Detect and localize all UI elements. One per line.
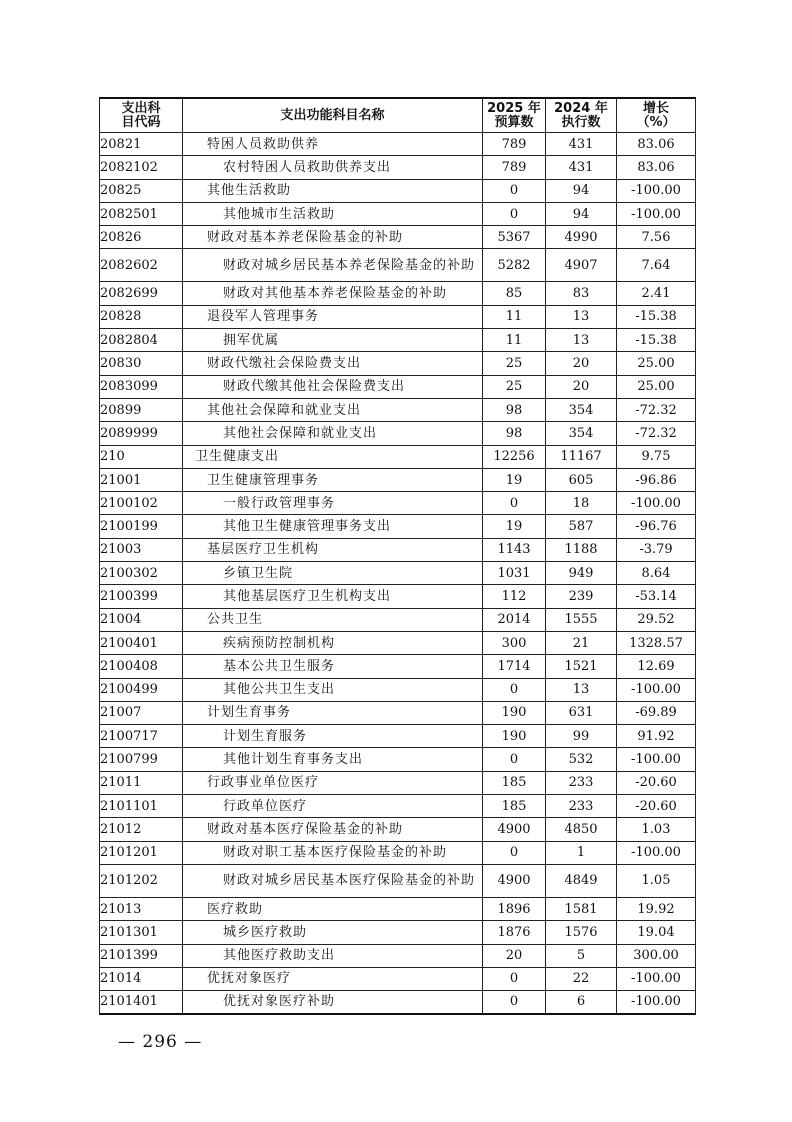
- row-name: 其他生活救助: [183, 179, 483, 202]
- row-name: 其他城市生活救助: [183, 202, 483, 225]
- row-growth: -100.00: [617, 202, 696, 225]
- row-budget: 98: [483, 422, 546, 445]
- row-growth: 83.06: [617, 133, 696, 156]
- table-header-row: [100, 98, 696, 133]
- row-budget: 2014: [483, 608, 546, 631]
- row-budget: 4900: [483, 818, 546, 841]
- row-code: 20825: [100, 179, 183, 202]
- row-budget: 98: [483, 398, 546, 421]
- row-budget: 300: [483, 631, 546, 654]
- row-growth: 300.00: [617, 944, 696, 967]
- row-name: 医疗救助: [183, 897, 483, 920]
- table-row: [100, 585, 696, 608]
- row-code: 21007: [100, 701, 183, 724]
- row-code: 210: [100, 445, 183, 468]
- row-budget: 25: [483, 375, 546, 398]
- row-code: 21004: [100, 608, 183, 631]
- table-row: [100, 329, 696, 352]
- row-actual: 11167: [546, 445, 617, 468]
- row-budget: 0: [483, 991, 546, 1014]
- row-budget: 1031: [483, 562, 546, 585]
- table-row: [100, 795, 696, 818]
- row-actual: 354: [546, 422, 617, 445]
- table-row: [100, 921, 696, 944]
- row-name: 其他医疗救助支出: [183, 944, 483, 967]
- row-name: 财政对其他基本养老保险基金的补助: [183, 282, 483, 305]
- row-growth: -20.60: [617, 795, 696, 818]
- row-growth: -100.00: [617, 841, 696, 864]
- row-name: 退役军人管理事务: [183, 305, 483, 328]
- row-code: 20830: [100, 352, 183, 375]
- row-code: 21012: [100, 818, 183, 841]
- row-actual: 5: [546, 944, 617, 967]
- row-budget: 25: [483, 352, 546, 375]
- row-actual: 18: [546, 492, 617, 515]
- row-code: 2101301: [100, 921, 183, 944]
- table-row: [100, 944, 696, 967]
- table-row: [100, 655, 696, 678]
- row-name: 拥军优属: [183, 329, 483, 352]
- header-name: 支出功能科目名称: [183, 98, 483, 133]
- row-growth: -96.76: [617, 515, 696, 538]
- row-actual: 1555: [546, 608, 617, 631]
- row-budget: 4900: [483, 864, 546, 897]
- row-actual: 1576: [546, 921, 617, 944]
- row-code: 2083099: [100, 375, 183, 398]
- table-row: [100, 202, 696, 225]
- row-growth: 2.41: [617, 282, 696, 305]
- row-name: 财政代缴社会保险费支出: [183, 352, 483, 375]
- row-name: 卫生健康支出: [183, 445, 483, 468]
- row-budget: 789: [483, 133, 546, 156]
- row-growth: -15.38: [617, 305, 696, 328]
- row-code: 2100401: [100, 631, 183, 654]
- table-row: [100, 991, 696, 1014]
- table-row: [100, 864, 696, 897]
- row-growth: 7.64: [617, 249, 696, 282]
- row-budget: 1876: [483, 921, 546, 944]
- row-name: 疾病预防控制机构: [183, 631, 483, 654]
- row-growth: 25.00: [617, 375, 696, 398]
- row-budget: 0: [483, 179, 546, 202]
- row-budget: 0: [483, 678, 546, 701]
- row-code: 20826: [100, 226, 183, 249]
- row-name: 计划生育服务: [183, 725, 483, 748]
- row-growth: 19.04: [617, 921, 696, 944]
- row-actual: 13: [546, 305, 617, 328]
- row-growth: 8.64: [617, 562, 696, 585]
- table-row: [100, 841, 696, 864]
- table-row: [100, 422, 696, 445]
- row-name: 农村特困人员救助供养支出: [183, 156, 483, 179]
- row-growth: 83.06: [617, 156, 696, 179]
- row-name: 公共卫生: [183, 608, 483, 631]
- row-growth: 19.92: [617, 897, 696, 920]
- row-actual: 83: [546, 282, 617, 305]
- row-growth: -100.00: [617, 179, 696, 202]
- row-budget: 0: [483, 748, 546, 771]
- row-budget: 1714: [483, 655, 546, 678]
- row-name: 城乡医疗救助: [183, 921, 483, 944]
- row-growth: -72.32: [617, 422, 696, 445]
- row-budget: 0: [483, 967, 546, 990]
- header-actual: 2024 年 执行数: [546, 98, 617, 133]
- row-name: 乡镇卫生院: [183, 562, 483, 585]
- row-code: 2089999: [100, 422, 183, 445]
- row-actual: 20: [546, 352, 617, 375]
- table-row: [100, 771, 696, 794]
- row-code: 2101202: [100, 864, 183, 897]
- row-budget: 0: [483, 841, 546, 864]
- row-budget: 0: [483, 492, 546, 515]
- row-budget: 1896: [483, 897, 546, 920]
- row-name: 其他基层医疗卫生机构支出: [183, 585, 483, 608]
- row-growth: 29.52: [617, 608, 696, 631]
- row-budget: 11: [483, 329, 546, 352]
- row-name: 优抚对象医疗补助: [183, 991, 483, 1014]
- table-row: [100, 748, 696, 771]
- row-code: 21013: [100, 897, 183, 920]
- row-code: 2101401: [100, 991, 183, 1014]
- row-name: 财政对基本医疗保险基金的补助: [183, 818, 483, 841]
- row-name: 卫生健康管理事务: [183, 468, 483, 491]
- row-actual: 4990: [546, 226, 617, 249]
- row-growth: 9.75: [617, 445, 696, 468]
- table-row: [100, 608, 696, 631]
- row-budget: 0: [483, 202, 546, 225]
- row-growth: 91.92: [617, 725, 696, 748]
- table-row: [100, 156, 696, 179]
- row-growth: 25.00: [617, 352, 696, 375]
- row-code: 20899: [100, 398, 183, 421]
- row-code: 2082501: [100, 202, 183, 225]
- row-code: 2082699: [100, 282, 183, 305]
- row-actual: 94: [546, 202, 617, 225]
- row-code: 2101101: [100, 795, 183, 818]
- row-budget: 112: [483, 585, 546, 608]
- row-actual: 239: [546, 585, 617, 608]
- row-code: 2100717: [100, 725, 183, 748]
- row-actual: 4850: [546, 818, 617, 841]
- table-row: [100, 226, 696, 249]
- row-actual: 233: [546, 795, 617, 818]
- row-name: 财政对城乡居民基本医疗保险基金的补助: [183, 864, 483, 897]
- table-row: [100, 725, 696, 748]
- table-row: [100, 375, 696, 398]
- row-code: 2100399: [100, 585, 183, 608]
- header-growth: 增长 （%）: [617, 98, 696, 133]
- row-name: 财政对职工基本医疗保险基金的补助: [183, 841, 483, 864]
- table-row: [100, 631, 696, 654]
- row-name: 基层医疗卫生机构: [183, 538, 483, 561]
- row-actual: 20: [546, 375, 617, 398]
- row-name: 财政对城乡居民基本养老保险基金的补助: [183, 249, 483, 282]
- row-actual: 354: [546, 398, 617, 421]
- row-growth: -72.32: [617, 398, 696, 421]
- row-growth: -100.00: [617, 492, 696, 515]
- row-code: 2082804: [100, 329, 183, 352]
- table-row: [100, 445, 696, 468]
- row-budget: 11: [483, 305, 546, 328]
- row-actual: 21: [546, 631, 617, 654]
- row-actual: 1581: [546, 897, 617, 920]
- row-code: 20828: [100, 305, 183, 328]
- table-row: [100, 179, 696, 202]
- row-growth: -20.60: [617, 771, 696, 794]
- row-actual: 233: [546, 771, 617, 794]
- row-budget: 19: [483, 468, 546, 491]
- row-name: 计划生育事务: [183, 701, 483, 724]
- row-budget: 19: [483, 515, 546, 538]
- row-code: 21011: [100, 771, 183, 794]
- row-growth: -100.00: [617, 678, 696, 701]
- row-growth: 12.69: [617, 655, 696, 678]
- row-actual: 532: [546, 748, 617, 771]
- row-growth: 1.03: [617, 818, 696, 841]
- row-actual: 431: [546, 133, 617, 156]
- table-row: [100, 398, 696, 421]
- row-growth: -53.14: [617, 585, 696, 608]
- table-row: [100, 249, 696, 282]
- row-budget: 185: [483, 795, 546, 818]
- table-row: [100, 515, 696, 538]
- row-actual: 605: [546, 468, 617, 491]
- row-budget: 12256: [483, 445, 546, 468]
- row-growth: -100.00: [617, 967, 696, 990]
- row-actual: 631: [546, 701, 617, 724]
- row-growth: -69.89: [617, 701, 696, 724]
- row-actual: 1188: [546, 538, 617, 561]
- row-budget: 20: [483, 944, 546, 967]
- table-row: [100, 967, 696, 990]
- table-row: [100, 538, 696, 561]
- row-actual: 587: [546, 515, 617, 538]
- row-code: 21014: [100, 967, 183, 990]
- row-budget: 5282: [483, 249, 546, 282]
- row-actual: 99: [546, 725, 617, 748]
- table-row: [100, 282, 696, 305]
- row-name: 其他计划生育事务支出: [183, 748, 483, 771]
- row-budget: 185: [483, 771, 546, 794]
- table-row: [100, 897, 696, 920]
- row-budget: 190: [483, 725, 546, 748]
- row-code: 2082602: [100, 249, 183, 282]
- row-actual: 949: [546, 562, 617, 585]
- row-growth: 1328.57: [617, 631, 696, 654]
- row-name: 优抚对象医疗: [183, 967, 483, 990]
- row-growth: -15.38: [617, 329, 696, 352]
- row-actual: 6: [546, 991, 617, 1014]
- budget-table: [99, 97, 696, 1015]
- row-budget: 789: [483, 156, 546, 179]
- table-row: [100, 352, 696, 375]
- row-growth: -3.79: [617, 538, 696, 561]
- row-budget: 85: [483, 282, 546, 305]
- row-growth: -100.00: [617, 991, 696, 1014]
- row-code: 2082102: [100, 156, 183, 179]
- row-code: 2100302: [100, 562, 183, 585]
- row-actual: 431: [546, 156, 617, 179]
- row-code: 2101201: [100, 841, 183, 864]
- row-actual: 4907: [546, 249, 617, 282]
- table-row: [100, 492, 696, 515]
- row-actual: 13: [546, 329, 617, 352]
- table-row: [100, 701, 696, 724]
- row-budget: 5367: [483, 226, 546, 249]
- table-row: [100, 133, 696, 156]
- row-growth: 7.56: [617, 226, 696, 249]
- row-actual: 22: [546, 967, 617, 990]
- row-budget: 190: [483, 701, 546, 724]
- row-name: 其他社会保障和就业支出: [183, 398, 483, 421]
- row-code: 2101399: [100, 944, 183, 967]
- row-actual: 94: [546, 179, 617, 202]
- row-name: 财政对基本养老保险基金的补助: [183, 226, 483, 249]
- header-code: 支出科 目代码: [100, 98, 183, 133]
- row-budget: 1143: [483, 538, 546, 561]
- row-actual: 1: [546, 841, 617, 864]
- row-name: 其他公共卫生支出: [183, 678, 483, 701]
- row-growth: -100.00: [617, 748, 696, 771]
- row-code: 21001: [100, 468, 183, 491]
- page-number: — 296 —: [118, 1032, 203, 1052]
- row-name: 一般行政管理事务: [183, 492, 483, 515]
- row-actual: 13: [546, 678, 617, 701]
- table-row: [100, 562, 696, 585]
- row-actual: 1521: [546, 655, 617, 678]
- row-name: 行政事业单位医疗: [183, 771, 483, 794]
- row-name: 财政代缴其他社会保险费支出: [183, 375, 483, 398]
- row-code: 21003: [100, 538, 183, 561]
- header-budget: 2025 年 预算数: [483, 98, 546, 133]
- row-growth: 1.05: [617, 864, 696, 897]
- row-name: 特困人员救助供养: [183, 133, 483, 156]
- table-row: [100, 468, 696, 491]
- row-code: 2100199: [100, 515, 183, 538]
- row-code: 2100799: [100, 748, 183, 771]
- row-name: 基本公共卫生服务: [183, 655, 483, 678]
- row-code: 2100408: [100, 655, 183, 678]
- row-name: 其他社会保障和就业支出: [183, 422, 483, 445]
- row-name: 其他卫生健康管理事务支出: [183, 515, 483, 538]
- table-row: [100, 678, 696, 701]
- row-growth: -96.86: [617, 468, 696, 491]
- row-name: 行政单位医疗: [183, 795, 483, 818]
- row-code: 20821: [100, 133, 183, 156]
- table-row: [100, 818, 696, 841]
- row-code: 2100499: [100, 678, 183, 701]
- row-code: 2100102: [100, 492, 183, 515]
- table-row: [100, 305, 696, 328]
- row-actual: 4849: [546, 864, 617, 897]
